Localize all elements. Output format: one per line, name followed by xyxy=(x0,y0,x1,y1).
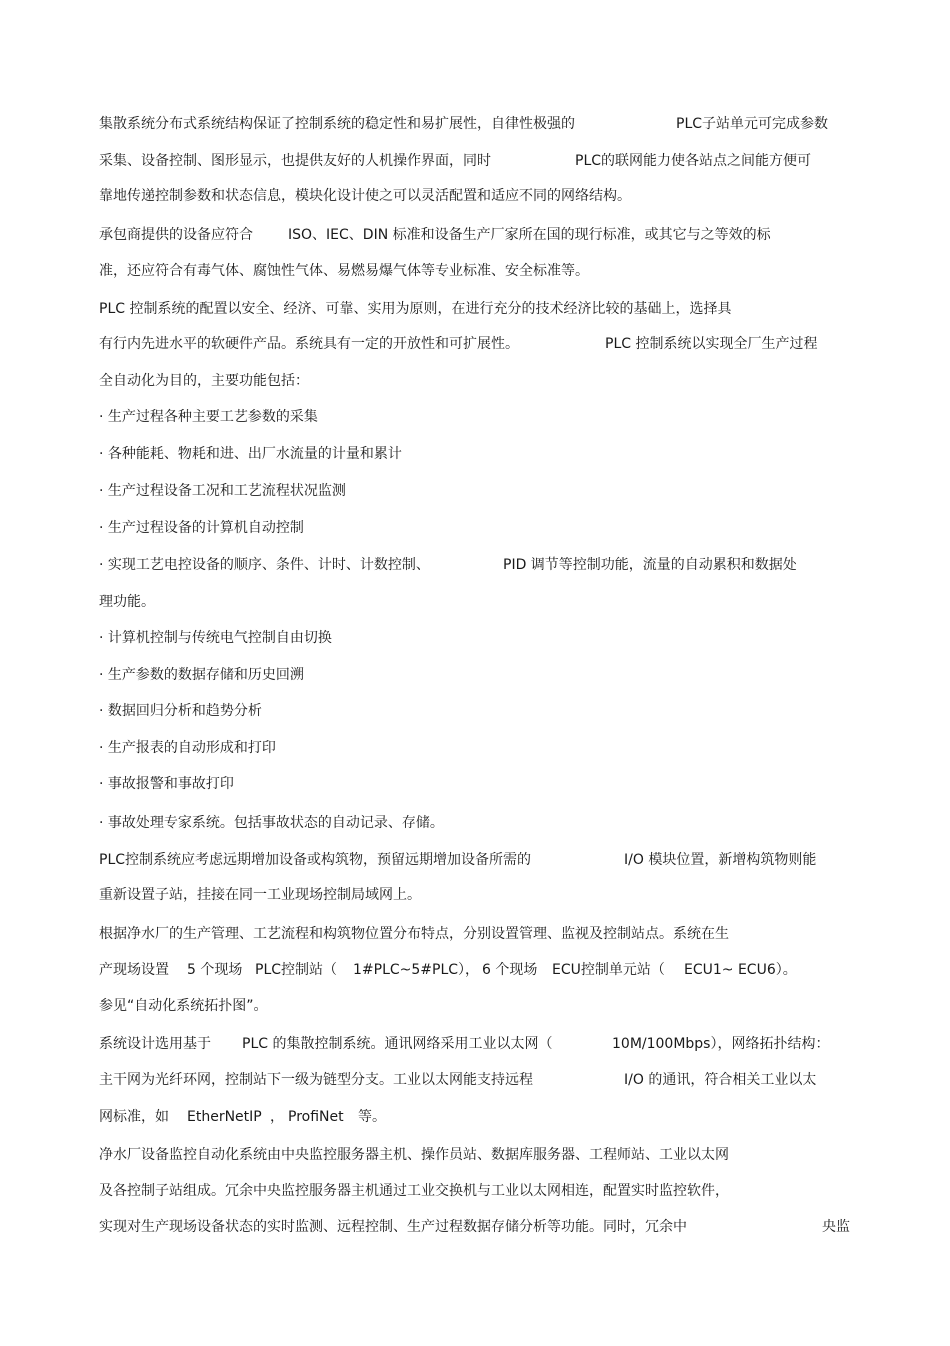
text-segment: · 实现工艺电控设备的顺序、条件、计时、计数控制、 xyxy=(99,557,430,573)
text-segment: 产现场设置 xyxy=(99,962,169,978)
text-segment: I/O 的通讯，符合相关工业以太 xyxy=(624,1072,817,1088)
text-segment: 及各控制子站组成。冗余中央监控服务器主机通过工业交换机与工业以太网相连，配置实时监控软件， xyxy=(99,1183,729,1199)
text-segment: · 事故处理专家系统。包括事故状态的自动记录、存储。 xyxy=(99,815,444,831)
text-line xyxy=(0,812,950,834)
text-segment: · 生产报表的自动形成和打印 xyxy=(99,740,276,756)
text-segment: 靠地传递控制参数和状态信息，模块化设计使之可以灵活配置和适应不同的网络结构。 xyxy=(99,188,631,204)
text-segment: 承包商提供的设备应符合 xyxy=(99,227,253,243)
text-segment: · 计算机控制与传统电气控制自由切换 xyxy=(99,630,332,646)
text-segment: 网标准，如 xyxy=(99,1109,169,1125)
text-line xyxy=(0,480,950,502)
text-line xyxy=(0,884,950,906)
text-line xyxy=(0,737,950,759)
text-segment: 6 个现场 xyxy=(482,962,538,978)
text-segment: 系统设计选用基于 xyxy=(99,1036,211,1052)
text-line xyxy=(0,1106,950,1128)
text-line xyxy=(0,1069,950,1091)
text-segment: PLC 的集散控制系统。通讯网络采用工业以太网（ xyxy=(242,1036,553,1052)
text-segment: 重新设置子站，挂接在同一工业现场控制局域网上。 xyxy=(99,887,421,903)
text-segment: 主干网为光纤环网，控制站下一级为链型分支。工业以太网能支持远程 xyxy=(99,1072,533,1088)
text-segment: PLC 控制系统以实现全厂生产过程 xyxy=(605,336,818,352)
text-segment: · 生产过程设备工况和工艺流程状况监测 xyxy=(99,483,346,499)
text-segment: PLC控制站（ xyxy=(255,962,338,978)
text-line xyxy=(0,333,950,355)
text-segment: 等。 xyxy=(358,1109,386,1125)
text-line xyxy=(0,849,950,871)
text-line xyxy=(0,517,950,539)
text-line xyxy=(0,224,950,246)
text-segment: I/O 模块位置，新增构筑物则能 xyxy=(624,852,817,868)
text-segment: 10M/100Mbps），网络拓扑结构： xyxy=(612,1036,830,1052)
text-segment: 全自动化为目的，主要功能包括： xyxy=(99,373,309,389)
text-segment: · 生产过程各种主要工艺参数的采集 xyxy=(99,409,318,425)
text-segment: 准，还应符合有毒气体、腐蚀性气体、易燃易爆气体等专业标准、安全标准等。 xyxy=(99,263,589,279)
text-segment: PLC 控制系统的配置以安全、经济、可靠、实用为原则，在进行充分的技术经济比较的基础上，选择具 xyxy=(99,301,732,317)
text-line xyxy=(0,1180,950,1202)
text-segment: 净水厂设备监控自动化系统由中央监控服务器主机、操作员站、数据库服务器、工程师站、工业以太网 xyxy=(99,1147,729,1163)
text-segment: 采集、设备控制、图形显示，也提供友好的人机操作界面，同时 xyxy=(99,153,491,169)
text-line xyxy=(0,150,950,172)
text-segment: · 生产参数的数据存储和历史回溯 xyxy=(99,667,304,683)
text-line xyxy=(0,298,950,320)
text-segment: 有行内先进水平的软硬件产品。系统具有一定的开放性和可扩展性。 xyxy=(99,336,519,352)
text-segment: EtherNetIP xyxy=(187,1109,262,1125)
text-segment: ECU1~ ECU6）。 xyxy=(684,962,797,978)
text-line xyxy=(0,773,950,795)
text-line xyxy=(0,959,950,981)
text-segment: 根据净水厂的生产管理、工艺流程和构筑物位置分布特点，分别设置管理、监视及控制站点。系统在生 xyxy=(99,926,729,942)
text-segment: · 事故报警和事故打印 xyxy=(99,776,234,792)
text-segment: ISO、IEC、DIN 标准和设备生产厂家所在国的现行标准，或其它与之等效的标 xyxy=(288,227,771,243)
text-line xyxy=(0,1144,950,1166)
text-line xyxy=(0,370,950,392)
text-line xyxy=(0,591,950,613)
text-line xyxy=(0,260,950,282)
text-segment: 实现对生产现场设备状态的实时监测、远程控制、生产过程数据存储分析等功能。同时，冗余中 xyxy=(99,1219,687,1235)
text-line xyxy=(0,995,950,1017)
text-line xyxy=(0,923,950,945)
text-line xyxy=(0,185,950,207)
text-segment: 理功能。 xyxy=(99,594,155,610)
text-segment: PLC子站单元可完成参数 xyxy=(676,116,829,132)
text-line xyxy=(0,664,950,686)
text-segment: 集散系统分布式系统结构保证了控制系统的稳定性和易扩展性，自律性极强的 xyxy=(99,116,575,132)
text-line xyxy=(0,554,950,576)
text-segment: · 各种能耗、物耗和进、出厂水流量的计量和累计 xyxy=(99,446,402,462)
text-segment: 参见“自动化系统拓扑图”。 xyxy=(99,998,268,1014)
text-segment: PLC控制系统应考虑远期增加设备或构筑物，预留远期增加设备所需的 xyxy=(99,852,532,868)
text-segment: 央监 xyxy=(822,1219,850,1235)
text-segment: ， xyxy=(270,1109,284,1125)
text-line xyxy=(0,443,950,465)
text-line xyxy=(0,1216,950,1238)
text-segment: · 生产过程设备的计算机自动控制 xyxy=(99,520,304,536)
text-segment: 5 个现场 xyxy=(187,962,243,978)
text-segment: ECU控制单元站（ xyxy=(552,962,665,978)
text-line xyxy=(0,700,950,722)
text-segment: 1#PLC~5#PLC）， xyxy=(353,962,480,978)
text-line xyxy=(0,406,950,428)
text-line xyxy=(0,113,950,135)
text-segment: PLC的联网能力使各站点之间能方便可 xyxy=(575,153,812,169)
text-segment: ProfiNet xyxy=(288,1109,344,1125)
text-line xyxy=(0,627,950,649)
text-segment: PID 调节等控制功能，流量的自动累积和数据处 xyxy=(503,557,797,573)
text-segment: · 数据回归分析和趋势分析 xyxy=(99,703,262,719)
text-line xyxy=(0,1033,950,1055)
